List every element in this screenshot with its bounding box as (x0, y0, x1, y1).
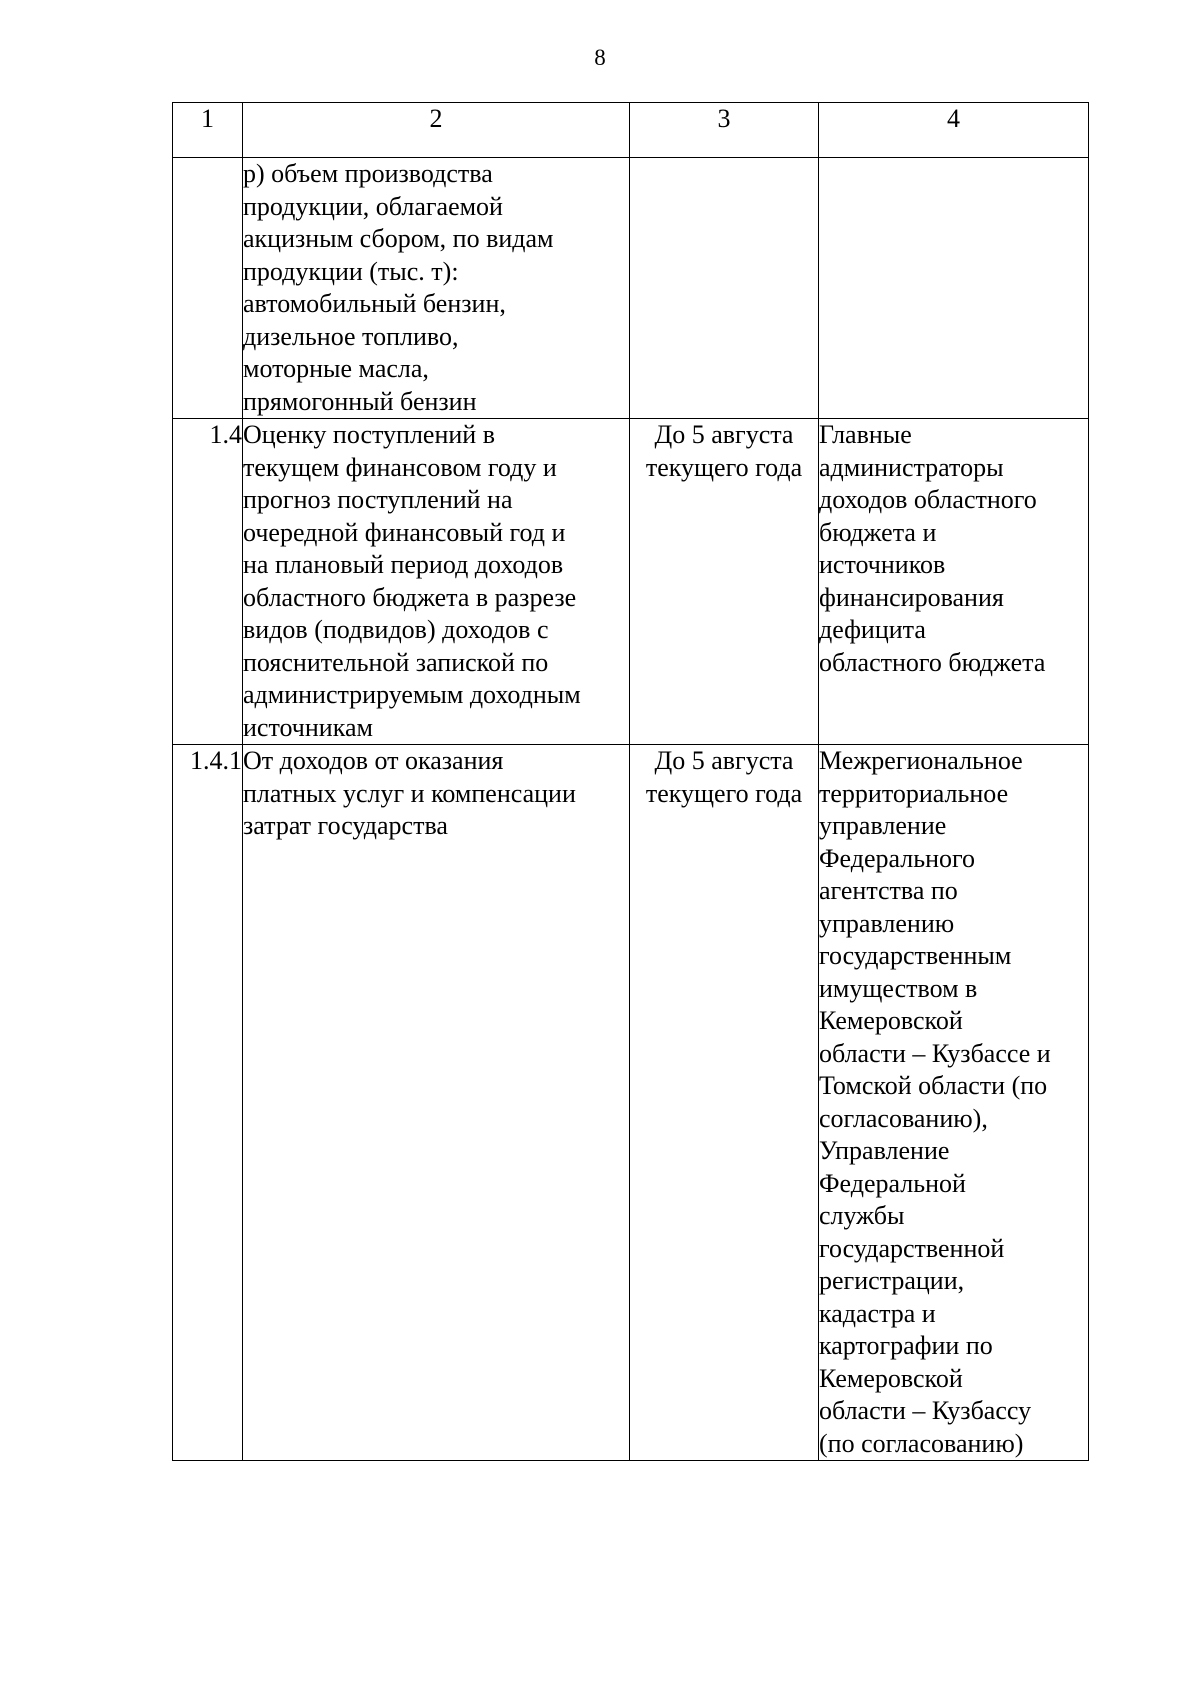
responsible-line: территориальное (819, 778, 1009, 808)
header-row (173, 103, 1089, 158)
header-col-1: 1 (173, 103, 243, 158)
responsible-line: Кемеровской (819, 1363, 963, 1393)
deadline-line: текущего года (645, 778, 803, 808)
row-number-cell (173, 158, 243, 419)
description-line: моторные масла, (243, 354, 429, 383)
table-row (173, 745, 1089, 1461)
header-col-3: 3 (630, 103, 819, 158)
responsible-line: области – Кузбассе и (819, 1038, 1051, 1068)
description-cell (243, 158, 630, 419)
description-line: областного бюджета в разрезе (243, 582, 577, 612)
description-line: на плановый период доходов (243, 550, 564, 579)
table-row (173, 419, 1089, 745)
responsible-line: Межрегиональное (819, 746, 1023, 775)
description-line: администрируемым доходным (243, 680, 581, 709)
row-number-cell: 1.4.1 (173, 745, 243, 1461)
page-number: 8 (594, 45, 606, 70)
description-line: текущем финансовом году и (243, 452, 557, 482)
responsible-line: государственным (819, 941, 1012, 970)
responsible-line: кадастра и (819, 1298, 936, 1328)
deadline-line: текущего года (645, 452, 803, 482)
description-line: автомобильный бензин, (243, 289, 506, 318)
responsible-line: Федеральной (819, 1168, 966, 1198)
responsible-line: областного бюджета (819, 647, 1046, 677)
responsible-line: имуществом в (819, 973, 978, 1003)
responsible-line: Главные (819, 420, 912, 449)
responsible-line: бюджета и (819, 517, 937, 547)
deadline-line: До 5 августа (654, 746, 794, 775)
description-line: Оценку поступлений в (243, 420, 495, 449)
responsible-line: управление (819, 811, 947, 840)
description-line: видов (подвидов) доходов с (243, 615, 549, 644)
description-line: продукции (тыс. т): (243, 256, 459, 286)
responsible-line: дефицита (819, 615, 926, 644)
description-line: платных услуг и компенсации (243, 778, 576, 808)
responsible-line: доходов областного (819, 485, 1037, 514)
description-line: акцизным сбором, по видам (243, 224, 554, 253)
deadline-line: До 5 августа (654, 420, 794, 449)
responsible-line: Управление (819, 1136, 950, 1165)
deadline-cell (630, 158, 819, 419)
responsible-line: управлению (819, 908, 955, 938)
description-line: дизельное топливо, (243, 321, 459, 351)
deadline-cell (630, 419, 819, 745)
description-line: очередной финансовый год и (243, 517, 566, 547)
header-col-4: 4 (819, 103, 1089, 158)
description-line: прямогонный бензин (243, 386, 477, 416)
description-line: пояснительной запиской по (243, 647, 549, 677)
description-line: затрат государства (243, 811, 448, 840)
responsible-line: Кемеровской (819, 1006, 963, 1035)
responsible-cell (819, 158, 1089, 419)
responsible-line: регистрации, (819, 1266, 965, 1295)
responsible-line: картографии по (819, 1331, 993, 1360)
responsible-line: администраторы (819, 452, 1004, 482)
description-cell (243, 745, 630, 1461)
plan-table (172, 102, 1089, 1461)
table-body (173, 103, 1089, 1461)
deadline-cell (630, 745, 819, 1461)
responsible-line: Федерального (819, 843, 976, 873)
description-line: прогноз поступлений на (243, 485, 513, 514)
responsible-line: агентства по (819, 876, 958, 905)
responsible-line: согласованию), (819, 1103, 988, 1133)
responsible-line: службы (819, 1201, 905, 1230)
responsible-line: (по согласованию) (819, 1428, 1024, 1458)
description-cell (243, 419, 630, 745)
responsible-line: области – Кузбассу (819, 1396, 1032, 1425)
description-line: источникам (243, 712, 373, 742)
responsible-line: государственной (819, 1233, 1005, 1263)
responsible-cell (819, 745, 1089, 1461)
responsible-line: финансирования (819, 582, 1004, 612)
description-line: От доходов от оказания (243, 746, 504, 775)
responsible-line: источников (819, 550, 946, 579)
description-line: р) объем производства (243, 159, 493, 188)
responsible-cell (819, 419, 1089, 745)
header-col-2: 2 (243, 103, 630, 158)
table-row (173, 158, 1089, 419)
description-line: продукции, облагаемой (243, 191, 503, 221)
responsible-line: Томской области (по (819, 1071, 1048, 1100)
row-number-cell: 1.4 (173, 419, 243, 745)
